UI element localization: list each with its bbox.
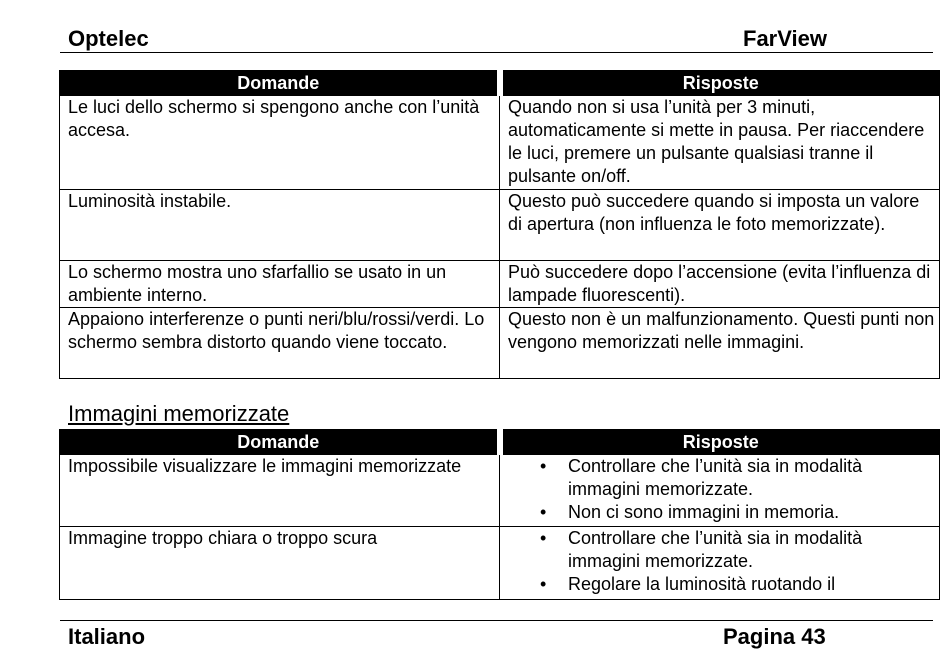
footer-divider xyxy=(60,620,933,621)
column-header-answers: Risposte xyxy=(500,430,940,455)
section-title-stored-images: Immagini memorizzate xyxy=(68,401,290,426)
answer-bullet-list xyxy=(508,527,935,596)
header-product: FarView xyxy=(743,26,827,51)
troubleshooting-table-display xyxy=(59,70,940,379)
answer-cell xyxy=(500,455,940,527)
answer-cell: Può succedere dopo l’accensione (evita l’influenza di lampade fluorescenti). xyxy=(500,261,940,308)
answer-cell: Questo può succedere quando si imposta un valore di apertura (non influenza le foto memorizzate). xyxy=(500,190,940,261)
question-cell: Le luci dello schermo si spengono anche con l’unità accesa. xyxy=(60,96,500,190)
table-row xyxy=(60,455,940,527)
column-header-questions: Domande xyxy=(60,430,500,455)
answer-cell xyxy=(500,527,940,600)
answer-cell: Questo non è un malfunzionamento. Questi punti non vengono memorizzati nelle immagini. xyxy=(500,308,940,379)
question-cell: Immagine troppo chiara o troppo scura xyxy=(60,527,500,600)
table-header-row xyxy=(60,430,940,455)
answer-cell: Quando non si usa l’unità per 3 minuti, automaticamente si mette in pausa. Per riaccendere le luci, premere un pulsante qualsiasi tranne il pulsante on/off. xyxy=(500,96,940,190)
question-cell: Luminosità instabile. xyxy=(60,190,500,261)
troubleshooting-table-stored-images xyxy=(59,429,940,600)
footer-language: Italiano xyxy=(68,624,146,649)
column-header-questions: Domande xyxy=(60,71,500,96)
header-divider xyxy=(60,52,933,53)
question-cell: Appaiono interferenze o punti neri/blu/rossi/verdi. Lo schermo sembra distorto quando viene toccato. xyxy=(60,308,500,379)
question-cell: Lo schermo mostra uno sfarfallio se usato in un ambiente interno. xyxy=(60,261,500,308)
table-row xyxy=(60,308,940,379)
table-row xyxy=(60,96,940,190)
table-row xyxy=(60,261,940,308)
footer-page-number: Pagina 43 xyxy=(723,624,826,649)
bullet-item: • Regolare la luminosità ruotando il xyxy=(540,573,935,596)
answer-bullet-list xyxy=(508,455,935,524)
table-header-row xyxy=(60,71,940,96)
question-cell: Impossibile visualizzare le immagini memorizzate xyxy=(60,455,500,527)
table-row xyxy=(60,190,940,261)
bullet-item: • Non ci sono immagini in memoria. xyxy=(540,501,935,524)
table-row xyxy=(60,527,940,600)
header-brand: Optelec xyxy=(68,26,149,51)
bullet-item: • Controllare che l’unità sia in modalità immagini memorizzate. xyxy=(540,455,935,501)
bullet-item: • Controllare che l’unità sia in modalità immagini memorizzate. xyxy=(540,527,935,573)
column-header-answers: Risposte xyxy=(500,71,940,96)
